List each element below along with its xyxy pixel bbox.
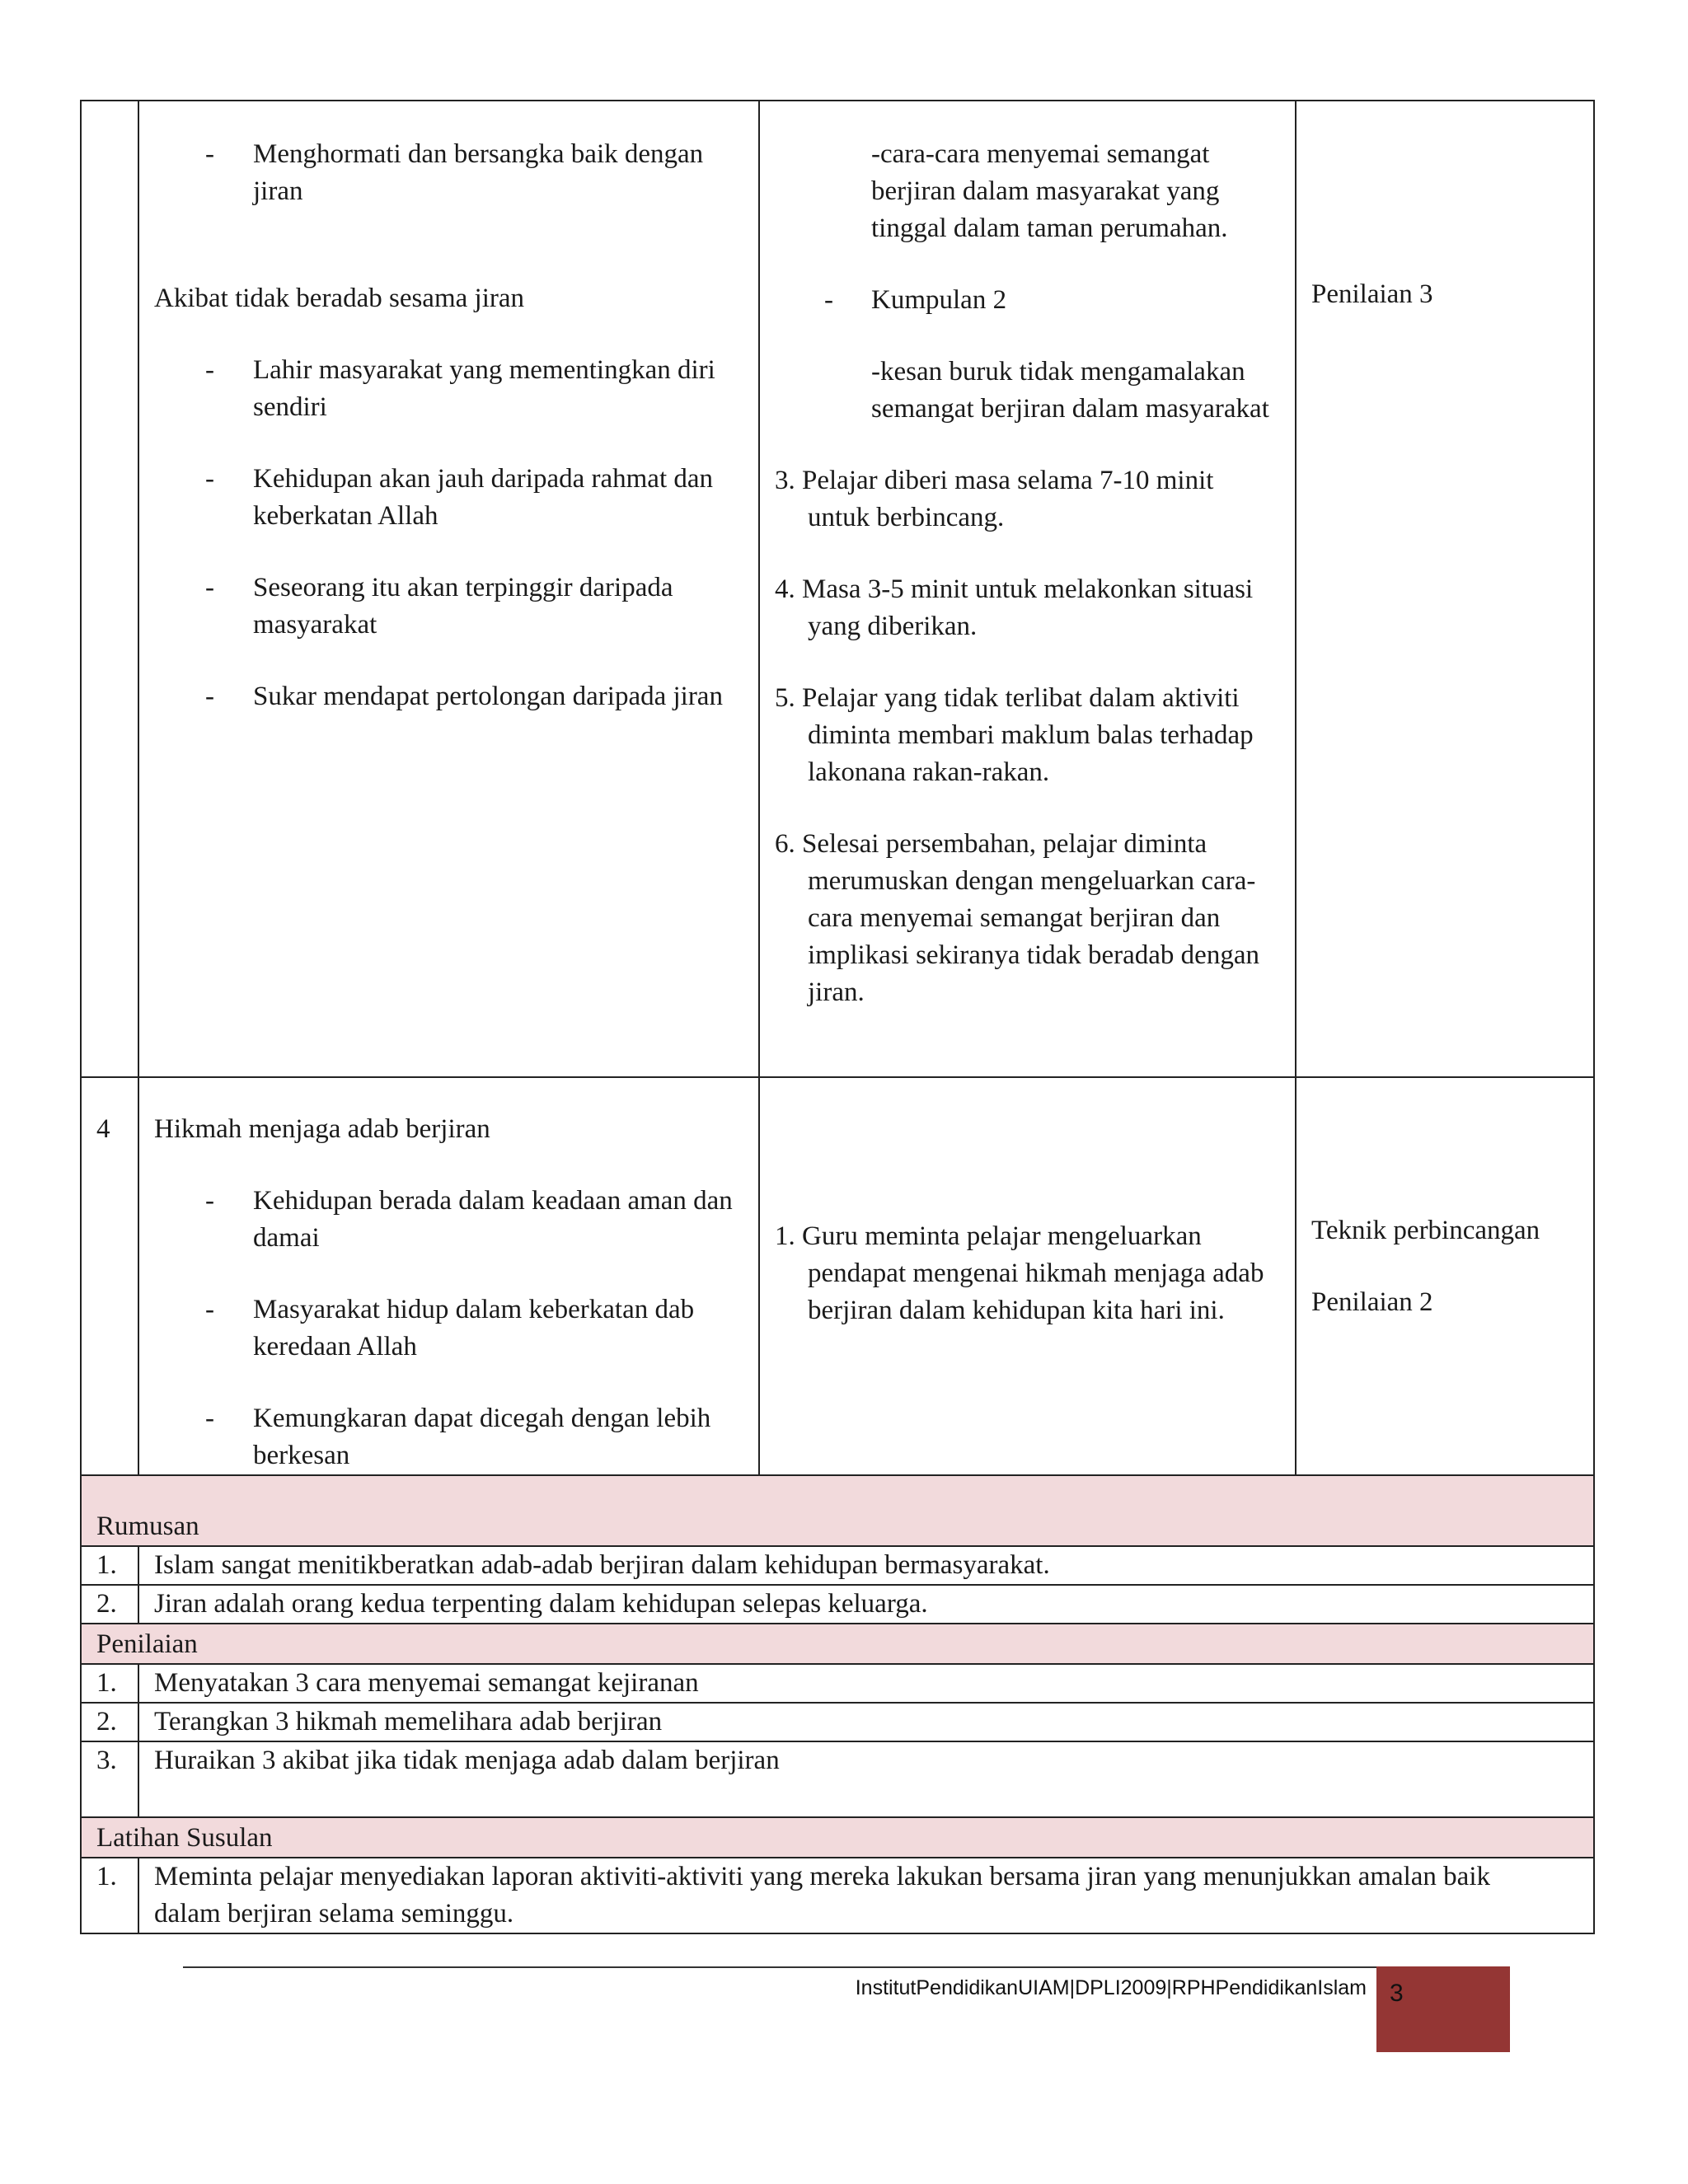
activity-step: 1. Guru meminta pelajar mengeluarkan pendapat mengenai hikmah menjaga adab berjiran dalam kehidupan kita hari ini.: [775, 1221, 1264, 1325]
group-2-label: Kumpulan 2: [871, 285, 1007, 315]
content-cell: [138, 101, 759, 1077]
step-row-4: [81, 1077, 1594, 1475]
table-row: [81, 1546, 1594, 1585]
lesson-plan-page: [80, 100, 1593, 1934]
page-number-box: [1376, 1966, 1510, 2052]
row-text: Huraikan 3 akibat jika tidak menjaga adab dalam berjiran: [154, 1746, 780, 1775]
list-item: - Seseorang itu akan terpinggir daripada masyarakat: [205, 573, 673, 640]
row-text: Islam sangat menitikberatkan adab-adab berjiran dalam kehidupan bermasyarakat.: [154, 1550, 1050, 1580]
list-item: - Masyarakat hidup dalam keberkatan dab keredaan Allah: [205, 1295, 695, 1361]
activity-cell: [759, 101, 1296, 1077]
content-heading: Hikmah menjaga adab berjiran: [154, 1114, 490, 1144]
row-text: Menyatakan 3 cara menyemai semangat kejiranan: [154, 1668, 699, 1698]
penilaian-label: Penilaian: [96, 1629, 198, 1659]
list-item: - Lahir masyarakat yang mementingkan diri sendiri: [205, 355, 715, 422]
step-number: 4: [96, 1114, 110, 1144]
step-row-3: [81, 101, 1594, 1077]
list-item: - Kehidupan akan jauh daripada rahmat dan keberkatan Allah: [205, 464, 714, 531]
activity-cell: [759, 1077, 1296, 1475]
activity-step: 3. Pelajar diberi masa selama 7-10 minit untuk berbincang.: [775, 466, 1214, 532]
group-1-task: -cara-cara menyemai semangat berjiran dalam masyarakat yang tinggal dalam taman perumahan.: [871, 139, 1228, 243]
rumusan-header: [81, 1475, 1594, 1546]
content-cell: [138, 1077, 759, 1475]
row-number: 1.: [96, 1668, 117, 1698]
list-item: - Menghormati dan bersangka baik dengan jiran: [205, 139, 704, 206]
assessment-label: Penilaian 3: [1311, 279, 1433, 309]
rumusan-label: Rumusan: [96, 1511, 199, 1541]
list-item: - Kehidupan berada dalam keadaan aman dan damai: [205, 1186, 733, 1253]
footer-divider: [183, 1966, 1510, 1968]
latihan-header: [81, 1817, 1594, 1858]
technique-label: Teknik perbincangan: [1311, 1216, 1540, 1245]
row-number: 2.: [96, 1707, 117, 1736]
content-heading: Akibat tidak beradab sesama jiran: [154, 284, 524, 313]
row-text: Meminta pelajar menyediakan laporan aktiviti-aktiviti yang mereka lakukan bersama jiran yang menunjukkan amalan baik dalam berjiran selama seminggu.: [154, 1862, 1490, 1929]
row-text: Terangkan 3 hikmah memelihara adab berjiran: [154, 1707, 663, 1736]
footer-text: InstitutPendidikanUIAM|DPLI2009|RPHPendidikanIslam: [855, 1976, 1367, 1999]
step-number-cell: [81, 101, 138, 1077]
list-item: - Kemungkaran dapat dicegah dengan lebih berkesan: [205, 1404, 711, 1470]
table-row: [81, 1664, 1594, 1703]
list-item: - Sukar mendapat pertolongan daripada jiran: [205, 682, 723, 711]
lesson-plan-table: [80, 100, 1595, 1934]
page-number: 3: [1390, 1980, 1404, 2007]
row-number: 1.: [96, 1862, 117, 1891]
latihan-label: Latihan Susulan: [96, 1823, 273, 1853]
activity-step: 4. Masa 3-5 minit untuk melakonkan situasi yang diberikan.: [775, 574, 1254, 641]
group-2-task: -kesan buruk tidak mengamalakan semangat berjiran dalam masyarakat: [871, 357, 1269, 424]
row-number: 3.: [96, 1746, 117, 1775]
activity-step: 5. Pelajar yang tidak terlibat dalam aktiviti diminta membari maklum balas terhadap lakonana rakan-rakan.: [775, 683, 1254, 787]
step-number-cell: [81, 1077, 138, 1475]
assessment-label: Penilaian 2: [1311, 1287, 1433, 1317]
table-row: [81, 1585, 1594, 1624]
group-2-label-row: - Kumpulan 2: [824, 285, 1007, 315]
row-number: 1.: [96, 1550, 117, 1580]
assessment-cell: [1296, 1077, 1594, 1475]
row-number: 2.: [96, 1589, 117, 1619]
table-row: [81, 1858, 1594, 1933]
row-text: Jiran adalah orang kedua terpenting dalam kehidupan selepas keluarga.: [154, 1589, 928, 1619]
activity-step: 6. Selesai persembahan, pelajar diminta merumuskan dengan mengeluarkan cara-cara menyemai semangat berjiran dan implikasi sekiranya tidak beradab dengan jiran.: [775, 829, 1259, 1007]
table-row: [81, 1741, 1594, 1817]
assessment-cell: [1296, 101, 1594, 1077]
table-row: [81, 1703, 1594, 1741]
penilaian-header: [81, 1624, 1594, 1664]
